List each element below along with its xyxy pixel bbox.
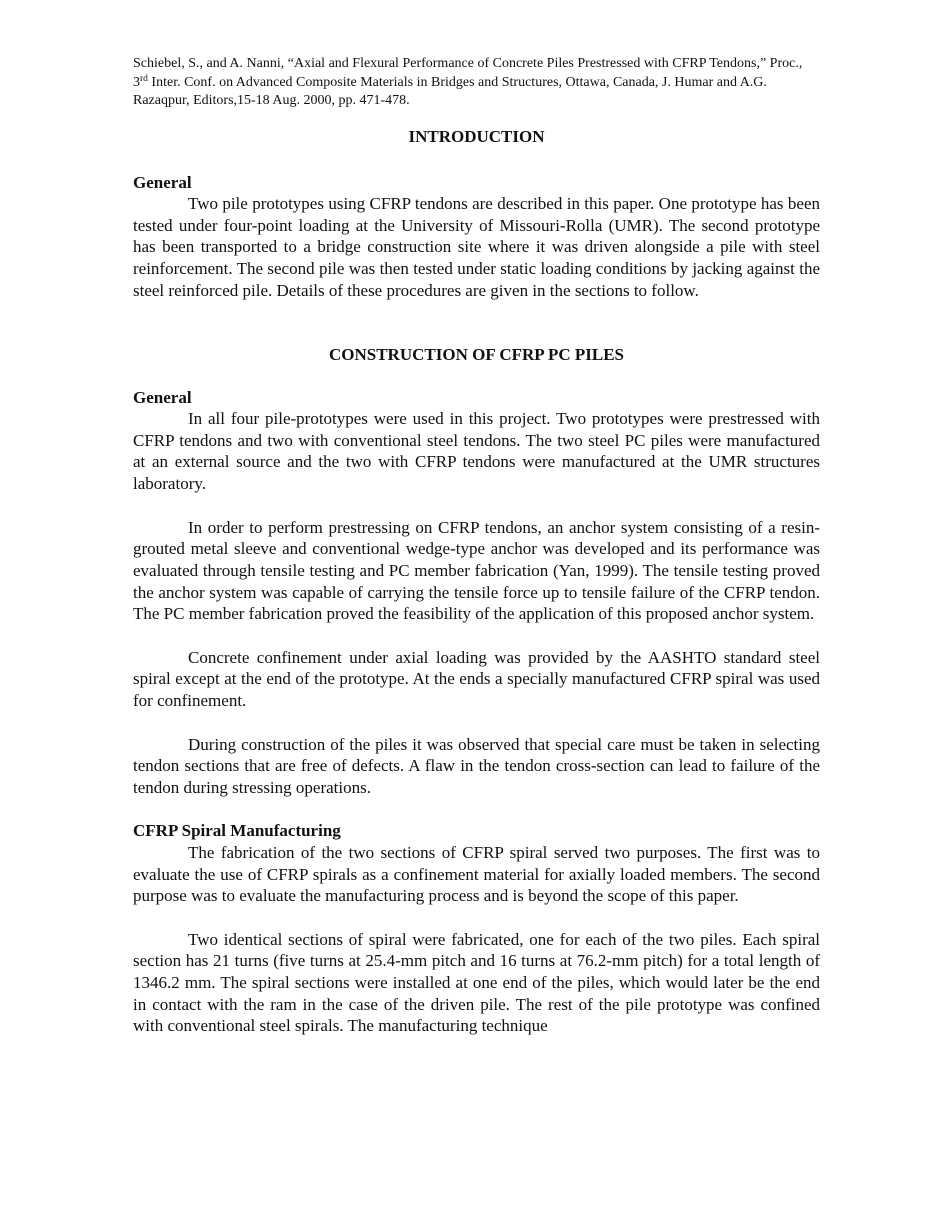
citation-text-1: Schiebel, S., and A. Nanni, “Axial and Flexural Performance of Concrete Piles Prestressed with CFRP Tendons,” Proc., 3	[133, 56, 803, 90]
spiral-paragraph-1: The fabrication of the two sections of CFRP spiral served two purposes. The first was to evaluate the use of CFRP spirals as a confinement material for axially loaded members. The second purpose was to evaluate the manufacturing process and is beyond the scope of this paper.	[133, 842, 820, 906]
citation-text-2: Inter. Conf. on Advanced Composite Materials in Bridges and Structures, Ottawa, Canada, J. Humar and A.G. Razaqpur, Editors,15-18 Aug. 2000, pp. 471-478.	[133, 74, 767, 108]
construction-paragraph-1: In all four pile-prototypes were used in this project. Two prototypes were prestressed with CFRP tendons and two with conventional steel tendons. The two steel PC piles were manufactured at an external source and the two with CFRP tendons were manufactured at the UMR structures laboratory.	[133, 409, 820, 494]
construction-paragraph-4: During construction of the piles it was observed that special care must be taken in selecting tendon sections that are free of defects. A flaw in the tendon cross-section can lead to failure of the tendon during stressing operations.	[133, 734, 820, 797]
paper-page	[133, 55, 820, 1037]
construction-general-heading: General	[133, 387, 192, 407]
spiral-paragraph-2: Two identical sections of spiral were fabricated, one for each of the two piles. Each spiral section has 21 turns (five turns at 25.4-mm pitch and 16 turns at 76.2-mm pitch) for a total length of 1346.2 mm. The spiral sections were installed at one end of the piles, which would later be the end in contact with the ram in the case of the driven pile. The rest of the pile prototype was confined with conventional steel spirals. The manufacturing technique	[133, 929, 820, 1036]
introduction-general-heading: General	[133, 172, 192, 192]
citation-superscript: rd	[140, 73, 148, 84]
spiral-manufacturing-heading: CFRP Spiral Manufacturing	[133, 821, 341, 841]
introduction-heading: INTRODUCTION	[408, 126, 545, 146]
construction-heading: CONSTRUCTION OF CFRP PC PILES	[328, 344, 624, 364]
construction-paragraph-3: Concrete confinement under axial loading was provided by the AASHTO standard steel spiral except at the end of the prototype. At the ends a specially manufactured CFRP spiral was used for confinement.	[133, 647, 820, 711]
construction-paragraph-2: In order to perform prestressing on CFRP tendons, an anchor system consisting of a resin-grouted metal sleeve and conventional wedge-type anchor was developed and its performance was evaluated through tensile testing and PC member fabrication (Yan, 1999). The tensile testing proved the anchor system was capable of carrying the tensile force up to tensile failure of the CFRP tendon. The PC member fabrication proved the feasibility of the application of this proposed anchor system.	[133, 517, 820, 624]
citation	[133, 55, 820, 111]
introduction-paragraph: Two pile prototypes using CFRP tendons are described in this paper. One prototype has been tested under four-point loading at the University of Missouri-Rolla (UMR). The second prototype has been transported to a bridge construction site where it was driven alongside a pile with steel reinforcement. The second pile was then tested under static loading conditions by jacking against the steel reinforced pile. Details of these procedures are given in the sections to follow.	[133, 194, 820, 300]
